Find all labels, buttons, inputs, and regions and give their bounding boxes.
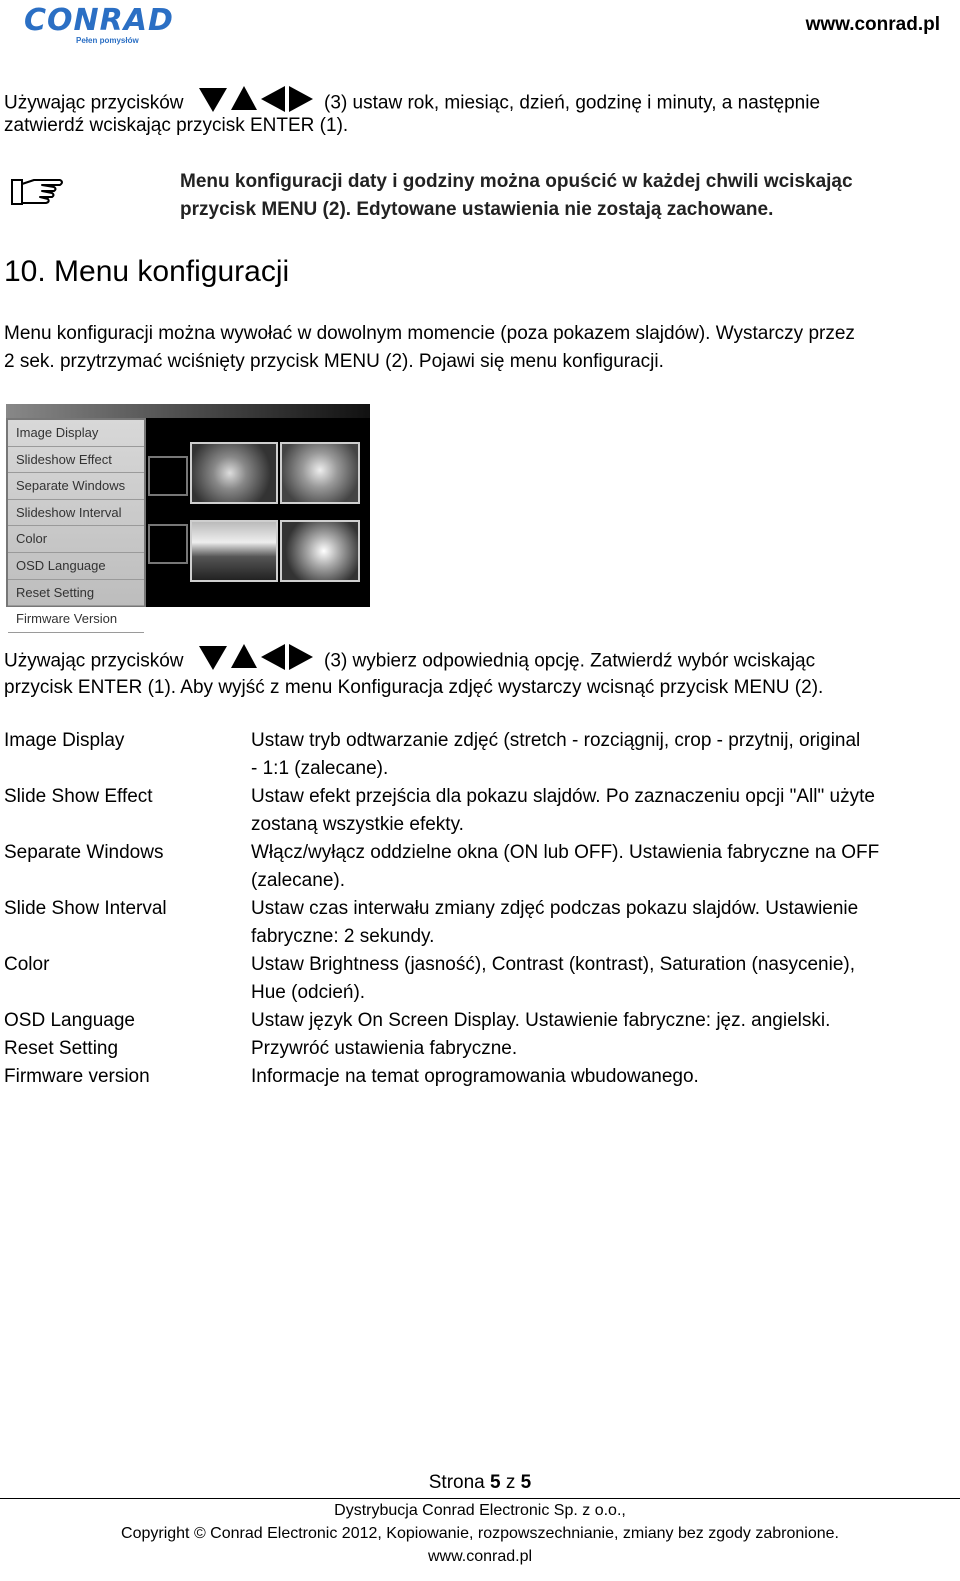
option-desc-line: Ustaw efekt przejścia dla pokazu slajdów. Po zaznaczeniu opcji "All" użyte [251,786,875,807]
page-total: 5 [520,1472,532,1493]
note-line2: przycisk MENU (2). Edytowane ustawienia nie zostają zachowane. [180,199,774,220]
page-current: 5 [490,1472,501,1493]
intro-prefix: Używając przycisków [4,92,184,114]
instruction-line2: przycisk ENTER (1). Aby wyjść z menu Konfiguracja zdjęć wystarczy wcisnąć przycisk MENU (2). [4,677,824,698]
footer-copyright: Copyright © Conrad Electronic 2012, Kopiowanie, rozpowszechnianie, zmiany bez zgody zabronione. [121,1525,839,1542]
footer-distributor: Dystrybucja Conrad Electronic Sp. z o.o., [334,1502,626,1519]
header-website[interactable]: www.conrad.pl [805,14,940,35]
pointing-hand-icon [10,174,66,208]
option-description: Ustaw język On Screen Display. Ustawienie fabryczne: jęz. angielski. [251,1010,831,1031]
screen-menu-item: Separate Windows [8,473,144,500]
option-name: Firmware version [4,1066,150,1087]
note-line1: Menu konfiguracji daty i godziny można opuścić w każdej chwili wciskając [180,171,853,192]
option-desc-line: zostaną wszystkie efekty. [251,814,464,835]
option-description [251,951,941,1007]
conrad-logo [24,3,174,45]
flower-photo [280,442,360,504]
section-para-line2: 2 sek. przytrzymać wciśnięty przycisk MENU (2). Pojawi się menu konfiguracji. [4,351,664,372]
bird-photo [190,442,278,504]
page-number [0,1470,960,1496]
option-name: Reset Setting [4,1038,119,1059]
intro-line2: zatwierdź wciskając przycisk ENTER (1). [4,115,349,136]
option-name: Separate Windows [4,842,164,863]
option-description: Informacje na temat oprogramowania wbudowanego. [251,1066,699,1087]
menu-screenshot [6,404,370,627]
screen-menu-item: Firmware Version [8,606,144,633]
option-description [251,839,941,895]
option-desc-line: Ustaw tryb odtwarzanie zdjęć (stretch - rozciągnij, crop - przytnij, original [251,730,861,751]
option-name: Color [4,954,50,975]
option-description [251,727,941,783]
logo-tagline: Pełen pomysłów [76,36,139,45]
screen-menu-item: Slideshow Interval [8,500,144,527]
option-desc-line: Włącz/wyłącz oddzielne okna (ON lub OFF). Ustawienia fabryczne na OFF [251,842,880,863]
screen-menu-item: Reset Setting [8,580,144,607]
option-name: Slide Show Effect [4,786,153,807]
intro-suffix: (3) ustaw rok, miesiąc, dzień, godzinę i minuty, a następnie [324,92,821,114]
screen-menu-item: Slideshow Effect [8,447,144,474]
screen-menu-item: Image Display [8,420,144,447]
option-name: Image Display [4,730,125,751]
instruction-suffix: (3) wybierz odpowiednią opcję. Zatwierdź wybór wciskając [324,650,816,672]
landscape-photo [190,520,278,582]
option-desc-line: - 1:1 (zalecane). [251,758,389,779]
page-sep: z [505,1472,516,1493]
logo-text: CONRAD [24,3,174,38]
screen-menu-item: OSD Language [8,553,144,580]
option-desc-line: Hue (odcień). [251,982,366,1003]
section-paragraph [4,320,954,376]
option-description: Przywróć ustawienia fabryczne. [251,1038,518,1059]
option-desc-line: Ustaw Brightness (jasność), Contrast (kontrast), Saturation (nasycenie), [251,954,856,975]
option-name: Slide Show Interval [4,898,167,919]
option-desc-line: fabryczne: 2 sekundy. [251,926,435,947]
screen-menu-item: Color [8,526,144,553]
page-prefix: Strona [428,1472,485,1493]
section-heading: 10. Menu konfiguracji [4,255,290,288]
screen-menu-panel [6,418,146,627]
option-name: OSD Language [4,1010,135,1031]
instruction-prefix: Używając przycisków [4,650,184,672]
note-text [180,168,940,224]
dragonfly-photo [280,520,360,582]
option-description [251,895,941,951]
section-para-line1: Menu konfiguracji można wywołać w dowolnym momencie (poza pokazem slajdów). Wystarczy przez [4,323,855,344]
option-desc-line: Ustaw czas interwału zmiany zdjęć podczas pokazu slajdów. Ustawienie [251,898,859,919]
footer-website[interactable]: www.conrad.pl [427,1548,533,1565]
option-desc-line: (zalecane). [251,870,345,891]
footer-divider [0,1498,960,1499]
option-description [251,783,941,839]
